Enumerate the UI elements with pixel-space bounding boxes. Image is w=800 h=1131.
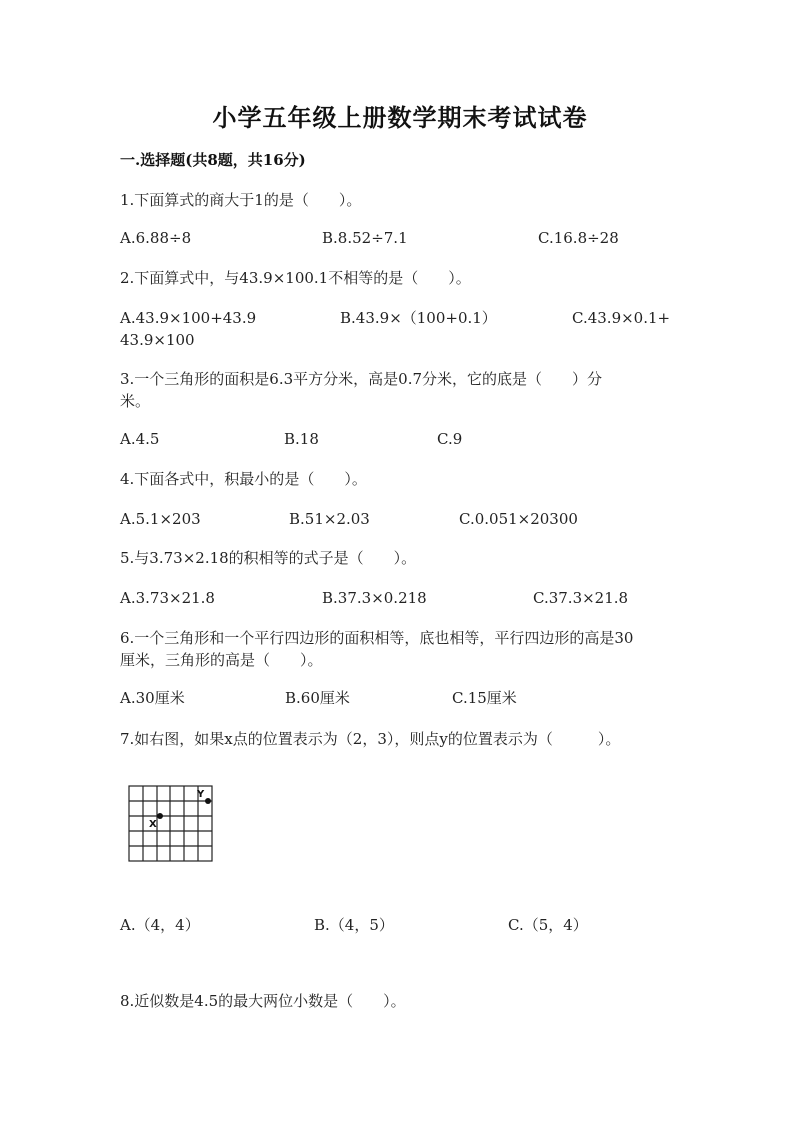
q3-option-b[interactable]: B.18 (284, 430, 319, 448)
q2-option-a[interactable]: A.43.9×100+43.9 (120, 309, 257, 327)
q2-option-c-continued: 43.9×100 (120, 331, 195, 349)
q7-option-b[interactable]: B.（4，5） (314, 916, 394, 934)
q3-option-a[interactable]: A.4.5 (120, 430, 160, 448)
q6-option-a[interactable]: A.30厘米 (120, 689, 185, 707)
question-3-line-2: 米。 (120, 392, 151, 410)
q3-option-c[interactable]: C.9 (437, 430, 463, 448)
point-x (157, 813, 163, 819)
q6-option-b[interactable]: B.60厘米 (285, 689, 350, 707)
page-title: 小学五年级上册数学期末考试试卷 (212, 103, 588, 132)
question-6-line-1: 6.一个三角形和一个平行四边形的面积相等，底也相等，平行四边形的高是30 (120, 629, 634, 647)
question-5: 5.与3.73×2.18的积相等的式子是（ ）。 (120, 549, 417, 567)
q2-option-c[interactable]: C.43.9×0.1+ (572, 309, 671, 327)
question-1: 1.下面算式的商大于1的是（ ）。 (120, 191, 362, 209)
point-y-label: Y (197, 789, 205, 800)
point-x-label: X (149, 819, 157, 830)
q7-option-c[interactable]: C.（5，4） (508, 916, 588, 934)
question-3-line-1: 3.一个三角形的面积是6.3平方分米，高是0.7分米，它的底是（ ）分 (120, 370, 603, 388)
q5-option-b[interactable]: B.37.3×0.218 (322, 589, 427, 607)
q4-option-a[interactable]: A.5.1×203 (120, 510, 201, 528)
question-7: 7.如右图，如果x点的位置表示为（2，3），则点y的位置表示为（ ）。 (120, 730, 621, 748)
question-4: 4.下面各式中，积最小的是（ ）。 (120, 470, 367, 488)
q2-option-b[interactable]: B.43.9×（100+0.1） (340, 309, 497, 327)
q7-option-a[interactable]: A.（4，4） (120, 916, 200, 934)
grid-figure (122, 780, 222, 866)
q1-option-c[interactable]: C.16.8÷28 (538, 229, 619, 247)
q6-option-c[interactable]: C.15厘米 (452, 689, 517, 707)
q5-option-a[interactable]: A.3.73×21.8 (120, 589, 215, 607)
question-6-line-2: 厘米，三角形的高是（ ）。 (120, 651, 323, 669)
q4-option-c[interactable]: C.0.051×20300 (459, 510, 578, 528)
q1-option-b[interactable]: B.8.52÷7.1 (322, 229, 408, 247)
section-heading: 一.选择题(共8题，共16分) (120, 151, 306, 169)
q4-option-b[interactable]: B.51×2.03 (289, 510, 370, 528)
q1-option-a[interactable]: A.6.88÷8 (120, 229, 192, 247)
question-8: 8.近似数是4.5的最大两位小数是（ ）。 (120, 992, 406, 1010)
point-y (205, 798, 211, 804)
question-2: 2.下面算式中，与43.9×100.1不相等的是（ ）。 (120, 269, 471, 287)
q5-option-c[interactable]: C.37.3×21.8 (533, 589, 629, 607)
